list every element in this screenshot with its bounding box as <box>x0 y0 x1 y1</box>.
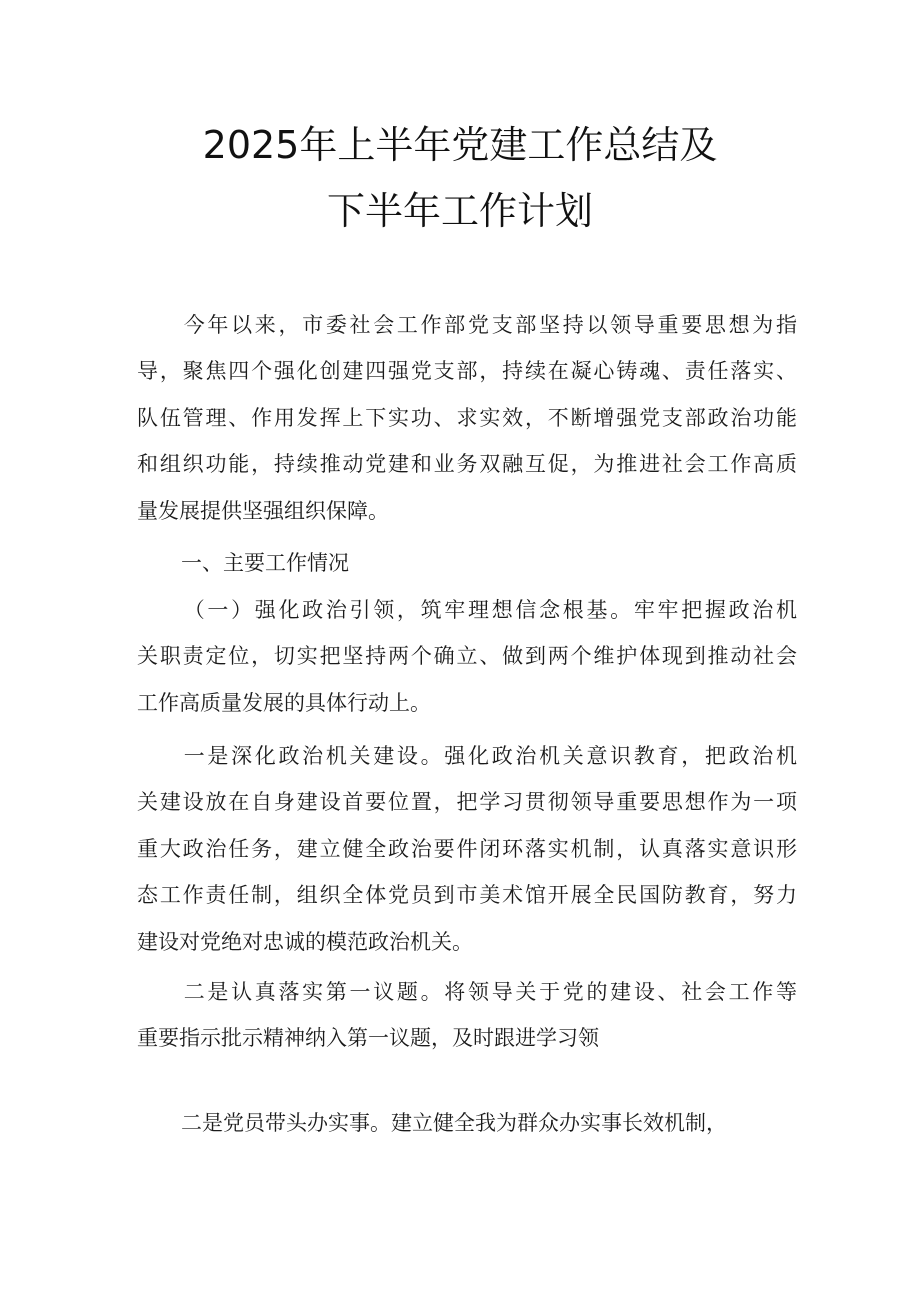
paragraph-line: 关职责定位，切实把坚持两个确立、做到两个维护体现到推动社会 <box>137 644 797 669</box>
paragraph-intro <box>137 302 797 534</box>
paragraph-line: 一、主要工作情况 <box>181 551 349 575</box>
paragraph-line: 二是认真落实第一议题。将领导关于党的建设、社会工作等 <box>181 980 797 1004</box>
paragraph-line: 二是党员带头办实事。建立健全我为群众办实事长效机制， <box>181 1111 727 1135</box>
section-heading-main-work <box>137 540 797 586</box>
paragraph-first-topic <box>137 969 797 1062</box>
paragraph-line: 量发展提供坚强组织保障。 <box>137 498 389 523</box>
paragraph-political-organ-building <box>137 733 797 965</box>
paragraph-line: 重要指示批示精神纳入第一议题，及时跟进学习领 <box>137 1026 599 1051</box>
paragraph-line: 工作高质量发展的具体行动上。 <box>137 690 431 715</box>
paragraph-line: （一）强化政治引领，筑牢理想信念根基。牢牢把握政治机 <box>181 598 797 622</box>
paragraph-line: 一是深化政治机关建设。强化政治机关意识教育，把政治机 <box>181 744 797 768</box>
document-title-line-1: 2025年上半年党建工作总结及 <box>202 123 718 167</box>
paragraph-political-guidance <box>137 587 797 726</box>
paragraph-line: 和组织功能，持续推动党建和业务双融互促，为推进社会工作高质 <box>137 452 797 477</box>
paragraph-line: 导，聚焦四个强化创建四强党支部，持续在凝心铸魂、责任落实、 <box>137 359 797 384</box>
paragraph-line: 今年以来，市委社会工作部党支部坚持以领导重要思想为指 <box>181 313 797 337</box>
paragraph-line: 重大政治任务，建立健全政治要件闭环落实机制，认真落实意识形 <box>137 836 797 861</box>
document-title-line-2: 下半年工作计划 <box>326 189 593 233</box>
paragraph-line: 态工作责任制，组织全体党员到市美术馆开展全民国防教育，努力 <box>137 883 797 908</box>
paragraph-line: 建设对党绝对忠诚的模范政治机关。 <box>137 929 473 954</box>
paragraph-party-members-practical <box>137 1100 797 1146</box>
paragraph-line: 队伍管理、作用发挥上下实功、求实效，不断增强党支部政治功能 <box>137 405 797 430</box>
paragraph-line: 关建设放在自身建设首要位置，把学习贯彻领导重要思想作为一项 <box>137 790 797 815</box>
